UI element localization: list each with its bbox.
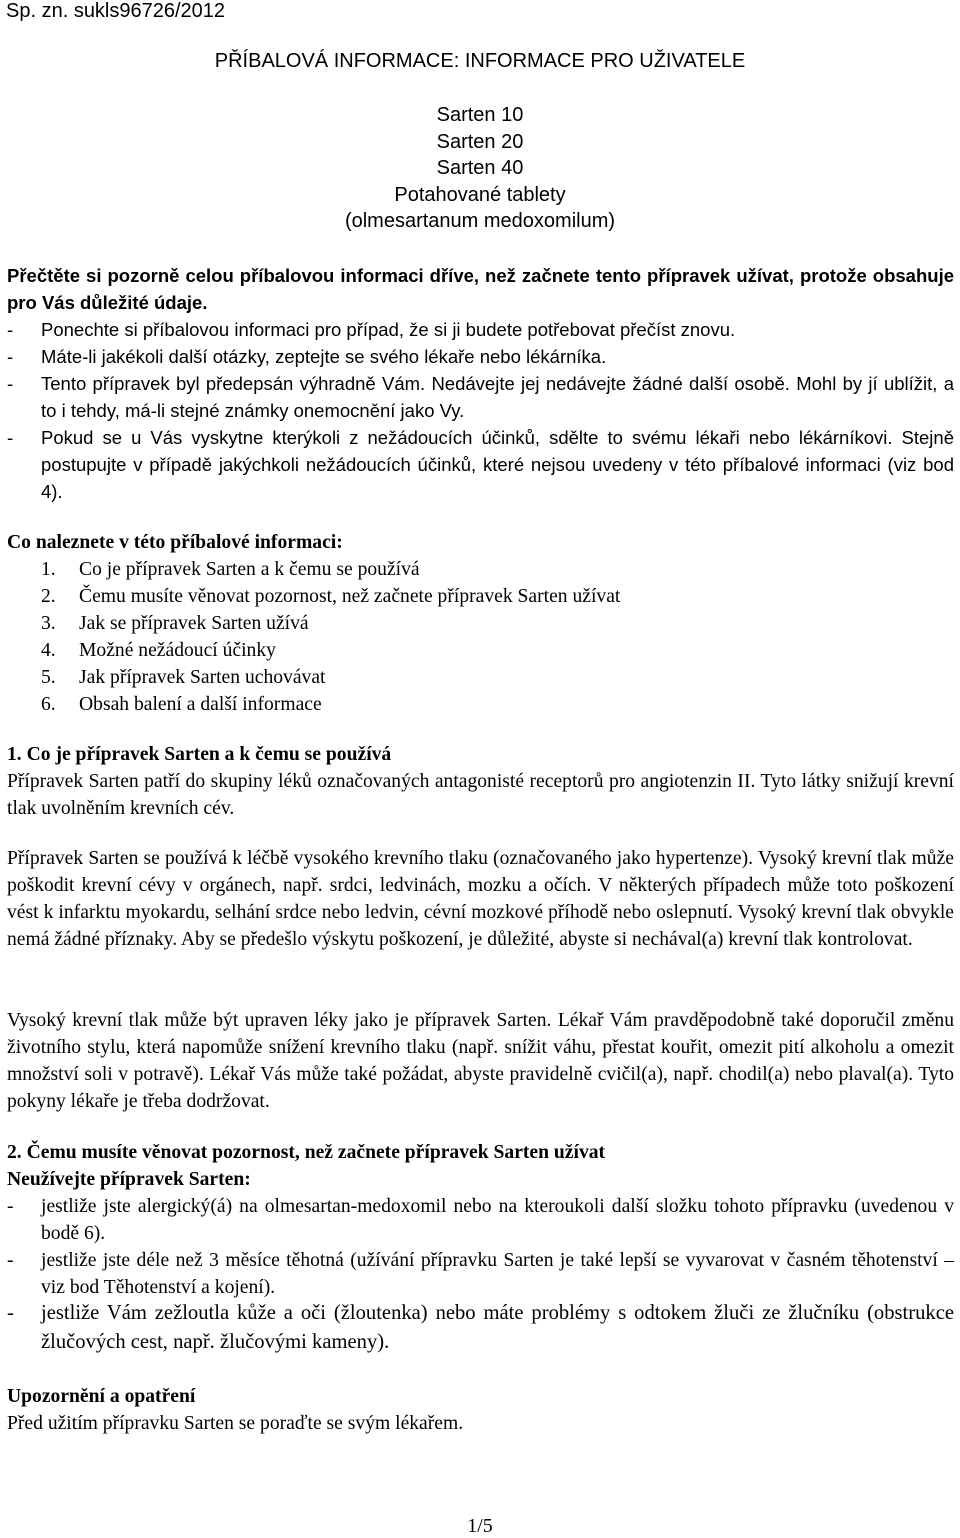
toc-item: 2. Čemu musíte věnovat pozornost, než začnete přípravek Sarten užívat	[41, 586, 621, 607]
intro-block	[7, 262, 954, 505]
warnings-heading: Upozornění a opatření	[7, 1386, 196, 1407]
list-item: - Tento přípravek byl předepsán výhradně Vám. Nedávejte jej nedávejte žádné další osobě. Mohl by jí ublížit, a to i tehdy, má-li stejné známky onemocnění jako Vy.	[7, 370, 954, 424]
section-1-paragraph: Vysoký krevní tlak může být upraven léky jako je přípravek Sarten. Lékař Vám pravděpodobně také doporučil změnu životního stylu, která napomůže snížení krevního tlaku (např. snížit váhu, přestat kouřit, omezit pití alkoholu a omezit množství soli v potravě). Lékař Vás může také požádat, abyste pravidelně cvičil(a), např. chodil(a) nebo plaval(a). Tyto pokyny lékaře je třeba dodržovat.	[7, 1010, 954, 1112]
product-line: Sarten 40	[436, 157, 524, 179]
contraindication-list-extra	[7, 1299, 954, 1357]
list-item: - Ponechte si příbalovou informaci pro případ, že si ji budete potřebovat přečíst znovu.	[7, 316, 954, 343]
document-title: PŘÍBALOVÁ INFORMACE: INFORMACE PRO UŽIVATELE	[214, 50, 746, 72]
reference-number: Sp. zn. sukls96726/2012	[6, 0, 226, 22]
product-line: Potahované tablety	[394, 183, 566, 206]
section-2-subheading: Neužívejte přípravek Sarten:	[7, 1169, 251, 1190]
toc-list	[7, 556, 954, 718]
toc-item: 1. Co je přípravek Sarten a k čemu se používá	[41, 559, 420, 580]
section-1-paragraph-block	[7, 845, 954, 953]
toc-item: 5. Jak přípravek Sarten uchovávat	[41, 667, 326, 688]
toc-heading: Co naleznete v této příbalové informaci:	[7, 532, 343, 553]
product-line: Sarten 10	[436, 104, 524, 126]
intro-bullet-list	[7, 316, 954, 505]
list-item: - Máte-li jakékoli další otázky, zeptejte se svého lékaře nebo lékárníka.	[7, 343, 954, 370]
list-item: - Pokud se u Vás vyskytne kterýkoli z nežádoucích účinků, sdělte to svému lékaři nebo lékárníkovi. Stejně postupujte v případě jakýchkoli nežádoucích účinků, které nejsou uvedeny v této příbalové informaci (viz bod 4).	[7, 424, 954, 505]
contraindication-list-continued	[7, 1299, 954, 1357]
warnings-block	[7, 1383, 954, 1437]
toc-block	[7, 529, 954, 718]
section-1-paragraph-block	[7, 1007, 954, 1115]
list-item: - jestliže jste alergický(á) na olmesartan-medoxomil nebo na kteroukoli další složku tohoto přípravku (uvedenou v bodě 6).	[7, 1193, 954, 1247]
section-2-heading: 2. Čemu musíte věnovat pozornost, než začnete přípravek Sarten užívat	[7, 1142, 606, 1163]
toc-item: 4. Možné nežádoucí účinky	[41, 640, 276, 661]
section-1-paragraph: Přípravek Sarten se používá k léčbě vysokého krevního tlaku (označovaného jako hypertenze). Vysoký krevní tlak může poškodit krevní cévy v orgánech, např. srdci, ledvinách, mozku a očích. V některých případech může toto poškození vést k infarktu myokardu, selhání srdce nebo ledvin, cévní mozkové příhodě nebo oslepnutí. Vysoký krevní tlak obvykle nemá žádné příznaky. Aby se předešlo výskytu poškození, je důležité, abyste si nechával(a) krevní tlak kontrolovat.	[7, 848, 954, 950]
toc-item: 6. Obsah balení a další informace	[41, 694, 322, 715]
contraindication-list	[7, 1193, 954, 1301]
section-1-paragraph: Přípravek Sarten patří do skupiny léků označovaných antagonisté receptorů pro angiotenzin II. Tyto látky snižují krevní tlak uvolněním krevních cév.	[7, 771, 954, 819]
intro-warning: Přečtěte si pozorně celou příbalovou informaci dříve, než začnete tento přípravek užívat, protože obsahuje pro Vás důležité údaje.	[7, 265, 954, 313]
section-1-heading: 1. Co je přípravek Sarten a k čemu se používá	[7, 744, 392, 765]
list-item: - jestliže jste déle než 3 měsíce těhotná (užívání přípravku Sarten je také lepší se vyvarovat v časném těhotenství – viz bod Těhotenství a kojení).	[7, 1247, 954, 1301]
section-1	[7, 741, 954, 822]
product-line: Sarten 20	[436, 130, 524, 153]
toc-item: 3. Jak se přípravek Sarten užívá	[41, 613, 309, 634]
page-number: 1/5	[467, 1515, 493, 1537]
product-line: (olmesartanum medoxomilum)	[344, 210, 616, 232]
warnings-text: Před užitím přípravku Sarten se poraďte se svým lékařem.	[7, 1413, 464, 1434]
section-2	[7, 1139, 954, 1301]
product-name-block	[0, 102, 960, 235]
list-item: - jestliže Vám zežloutla kůže a oči (žloutenka) nebo máte problémy s odtokem žluči ze žlučníku (obstrukce žlučových cest, např. žlučovými kameny).	[7, 1299, 954, 1357]
